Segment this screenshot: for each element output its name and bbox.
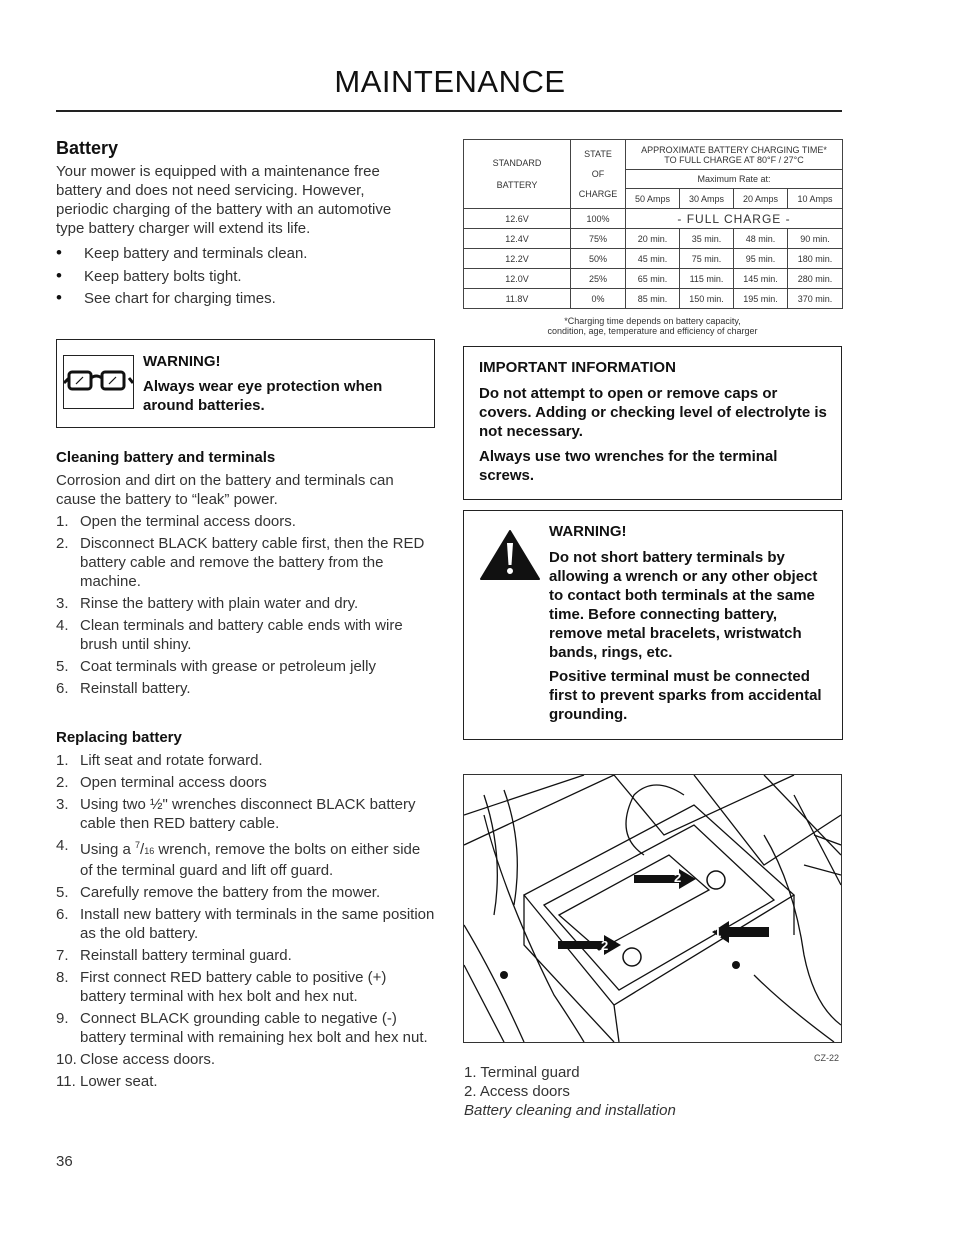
chart-footnote: *Charging time depends on battery capacity, condition, age, temperature and efficiency of charger [547, 316, 758, 336]
figure-legend-1: 1. Terminal guard [464, 1064, 580, 1081]
list-item: 1. Open the terminal access doors. [56, 513, 296, 530]
callout-1: 1 [714, 925, 722, 940]
list-item: 5. Coat terminals with grease or petroleum jelly [56, 658, 376, 675]
callout-2-bottom: 2 [601, 938, 609, 953]
list-item: 3. Using two ½" wrenches disconnect BLACK battery cable then RED battery cable. [56, 796, 416, 832]
header-amps: 10 Amps [788, 189, 843, 209]
table-row: 12.2V 50% 45 min. 75 min. 95 min. 180 min. [464, 249, 843, 269]
list-item: 4. Clean terminals and battery cable ends with wire brush until shiny. [56, 617, 403, 653]
warning-title: WARNING! [143, 353, 221, 370]
table-row: 12.0V 25% 65 min. 115 min. 145 min. 280 min. [464, 269, 843, 289]
list-item: 5. Carefully remove the battery from the mower. [56, 884, 381, 901]
warning-text-2: Positive terminal must be connected first to prevent sparks from accidental grounding. [549, 668, 822, 723]
battery-heading: Battery [56, 138, 119, 158]
list-item: • See chart for charging times. [56, 289, 426, 308]
cleaning-steps [56, 512, 431, 701]
list-item: 2. Open terminal access doors [56, 774, 267, 791]
list-item: • Keep battery bolts tight. [56, 267, 426, 286]
replacing-steps [56, 751, 436, 1094]
replacing-heading: Replacing battery [56, 729, 182, 746]
battery-drawing [464, 775, 841, 1042]
cleaning-intro: Corrosion and dirt on the battery and terminals can cause the battery to “leak” power. [56, 472, 394, 508]
header-standard-battery: STANDARD BATTERY [464, 140, 571, 209]
page-number: 36 [56, 1153, 73, 1170]
list-item: 4. Using a $^7$/16 wrench, remove the bolts on either side of the terminal guard and lift off guard. [56, 837, 421, 879]
charging-time-table [463, 139, 843, 309]
list-item: 3. Rinse the battery with plain water and dry. [56, 595, 359, 612]
battery-intro: Your mower is equipped with a maintenance free battery and does not need servicing. However, periodic charging of the battery with an automotive type battery charger will extend its life. [56, 163, 392, 237]
list-item: 7. Reinstall battery terminal guard. [56, 947, 292, 964]
important-title: IMPORTANT INFORMATION [479, 359, 676, 376]
title-divider [56, 110, 842, 112]
list-item: 10. Close access doors. [56, 1051, 216, 1068]
figure-legend-2: 2. Access doors [464, 1083, 570, 1100]
list-item: 11. Lower seat. [56, 1073, 158, 1090]
header-max-rate: Maximum Rate at: [626, 170, 843, 189]
header-state-of-charge: STATE OF CHARGE [571, 140, 626, 209]
warning-triangle-icon [479, 529, 541, 586]
list-item: 6. Reinstall battery. [56, 680, 191, 697]
full-charge-cell: - FULL CHARGE - [626, 209, 843, 229]
important-text-1: Do not attempt to open or remove caps or covers. Adding or checking level of electrolyte is not necessary. [479, 385, 827, 440]
list-item: 1. Lift seat and rotate forward. [56, 752, 263, 769]
safety-glasses-icon [63, 355, 134, 409]
figure-caption: Battery cleaning and installation [464, 1102, 676, 1119]
cleaning-heading: Cleaning battery and terminals [56, 449, 276, 466]
table-row: 12.6V 100% - FULL CHARGE - [464, 209, 843, 229]
battery-bullets [56, 244, 426, 312]
header-amps: 30 Amps [680, 189, 734, 209]
table-row: 12.4V 75% 20 min. 35 min. 48 min. 90 min. [464, 229, 843, 249]
warning-text-1: Do not short battery terminals by allowing a wrench or any other object to contact both terminals at the same time. Before connecting battery, remove metal bracelets, wristwatch bands, rings, etc. [549, 549, 818, 661]
header-amps: 20 Amps [734, 189, 788, 209]
important-information-box [463, 346, 842, 500]
battery-illustration [463, 774, 842, 1043]
list-item: 6. Install new battery with terminals in the same position as the old battery. [56, 906, 435, 942]
list-item: 8. First connect RED battery cable to positive (+) battery terminal with hex bolt and hex nut. [56, 969, 387, 1005]
eye-protection-warning [56, 339, 435, 428]
table-row: 11.8V 0% 85 min. 150 min. 195 min. 370 min. [464, 289, 843, 309]
header-approx-time: APPROXIMATE BATTERY CHARGING TIME* TO FULL CHARGE AT 80°F / 27°C [626, 140, 843, 170]
important-text-2: Always use two wrenches for the terminal screws. [479, 448, 778, 484]
page-title: MAINTENANCE [334, 64, 566, 99]
header-amps: 50 Amps [626, 189, 680, 209]
warning-title: WARNING! [549, 523, 627, 540]
figure-code: CZ-22 [814, 1053, 840, 1063]
list-item: • Keep battery and terminals clean. [56, 244, 426, 263]
warning-text: Always wear eye protection when around batteries. [143, 378, 383, 414]
short-circuit-warning [463, 510, 843, 740]
list-item: 2. Disconnect BLACK battery cable first, then the RED battery cable and remove the battery from the machine. [56, 535, 425, 590]
list-item: 9. Connect BLACK grounding cable to negative (-) battery terminal with remaining hex bolt and hex nut. [56, 1010, 428, 1046]
callout-2-top: 2 [674, 870, 682, 885]
